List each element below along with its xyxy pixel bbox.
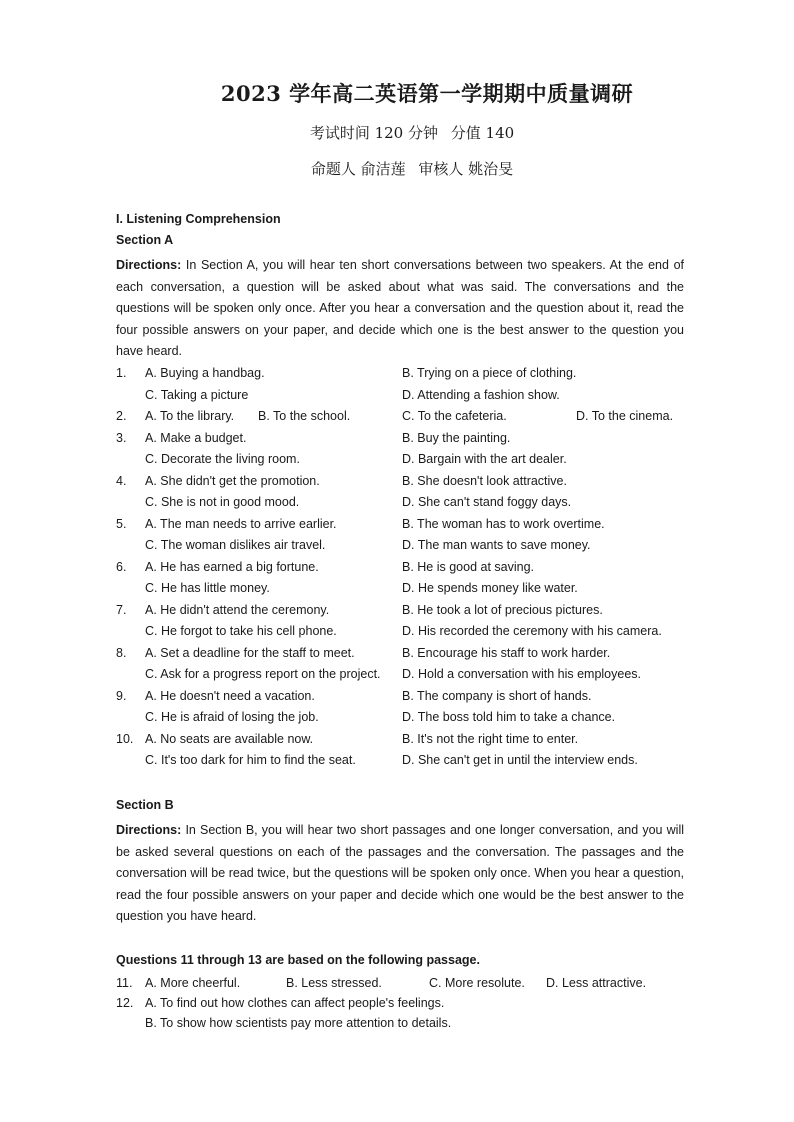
directions-label: Directions:: [116, 258, 182, 272]
exam-info: [0, 122, 794, 143]
option-b: B. She doesn't look attractive.: [402, 473, 567, 488]
option-a: A. He didn't attend the ceremony.: [145, 602, 330, 617]
question-number: 9.: [116, 688, 127, 703]
option-c: C. He forgot to take his cell phone.: [145, 624, 337, 638]
option-c: C. The woman dislikes air travel.: [145, 538, 326, 552]
option-d: D. Hold a conversation with his employees.: [402, 667, 642, 681]
question-number: 5.: [116, 516, 127, 531]
question-4: [116, 474, 686, 494]
question-1: [116, 366, 686, 386]
directions-text: In Section A, you will hear ten short conversations between two speakers. At the end of each conversation, a question will be asked about what was said. The conversations and the questions will be spoken only once. After you hear a conversation and the question about it, read the four possible answers on your paper, and decide which one is the best answer to the question you have heard.: [116, 258, 684, 358]
question-9-cont: [116, 710, 686, 730]
question-group-intro: Questions 11 through 13 are based on the following passage.: [116, 953, 480, 967]
option-a: A. Make a budget.: [145, 430, 247, 445]
question-6-cont: [116, 581, 686, 601]
option-d: D. Less attractive.: [546, 976, 647, 990]
section-a-heading: Section A: [116, 233, 174, 247]
option-c: C. Ask for a progress report on the project.: [145, 667, 381, 681]
part-heading: I. Listening Comprehension: [116, 212, 281, 226]
question-number: 1.: [116, 366, 127, 380]
option-d: D. He spends money like water.: [402, 581, 578, 595]
option-a: A. He has earned a big fortune.: [145, 559, 319, 574]
question-12: [116, 996, 686, 1016]
option-d: D. She can't get in until the interview ends.: [402, 753, 638, 767]
directions-text: In Section B, you will hear two short passages and one longer conversation, and you will be asked several questions on each of the passages and the conversation. The passages and the conversation will be read twice, but the questions will be spoken only once. When you hear a question, read the four possible answers on your paper and decide which one would be the best answer to the question you have heard.: [116, 823, 684, 923]
question-7-cont: [116, 624, 686, 644]
option-b: B. Less stressed.: [286, 976, 382, 990]
question-number: 12.: [116, 996, 134, 1010]
option-b: B. Trying on a piece of clothing.: [402, 366, 577, 380]
section-a-directions: [116, 255, 684, 363]
section-b-heading: Section B: [116, 798, 174, 812]
question-4-cont: [116, 495, 686, 515]
exam-reviewer: 审核人 姚治旻: [418, 160, 514, 178]
option-c: C. Decorate the living room.: [145, 452, 300, 466]
question-5-cont: [116, 538, 686, 558]
option-c: C. He is afraid of losing the job.: [145, 710, 319, 724]
question-10: [116, 732, 686, 752]
exam-authors: [0, 158, 794, 179]
question-9: [116, 689, 686, 709]
question-3: [116, 431, 686, 451]
question-7: [116, 603, 686, 623]
question-5: [116, 517, 686, 537]
option-d: D. The boss told him to take a chance.: [402, 710, 616, 724]
exam-score: 分值 140: [450, 124, 515, 142]
exam-setter: 命题人 俞洁莲: [310, 160, 406, 178]
question-number: 2.: [116, 409, 127, 423]
option-b: B. The company is short of hands.: [402, 688, 592, 703]
question-number: 6.: [116, 559, 127, 574]
question-number: 8.: [116, 645, 127, 660]
exam-title: 2023 学年高二英语第一学期期中质量调研: [220, 81, 634, 106]
option-a: A. To the library.: [145, 409, 235, 423]
question-11: [116, 976, 686, 996]
option-d: D. She can't stand foggy days.: [402, 495, 572, 509]
option-a: A. Buying a handbag.: [145, 366, 265, 380]
option-b: B. To show how scientists pay more attention to details.: [145, 1016, 452, 1030]
option-b: B. It's not the right time to enter.: [402, 731, 579, 746]
option-d: D. To the cinema.: [576, 409, 674, 423]
option-b: B. Buy the painting.: [402, 430, 511, 445]
option-a: A. The man needs to arrive earlier.: [145, 516, 337, 531]
option-c: C. More resolute.: [429, 976, 525, 990]
question-number: 7.: [116, 602, 127, 617]
option-a: A. To find out how clothes can affect people's feelings.: [145, 996, 445, 1010]
option-c: C. It's too dark for him to find the seat.: [145, 753, 356, 767]
question-8: [116, 646, 686, 666]
directions-label: Directions:: [116, 823, 182, 837]
question-number: 10.: [116, 731, 134, 746]
question-12-cont: [116, 1016, 686, 1036]
question-1-cont: [116, 388, 686, 408]
question-6: [116, 560, 686, 580]
option-a: A. He doesn't need a vacation.: [145, 688, 315, 703]
option-c: C. She is not in good mood.: [145, 495, 300, 509]
option-b: B. To the school.: [258, 409, 351, 423]
exam-time: 考试时间 120 分钟: [309, 124, 438, 142]
question-number: 11.: [116, 976, 133, 990]
option-d: D. Bargain with the art dealer.: [402, 452, 567, 466]
option-b: B. The woman has to work overtime.: [402, 516, 605, 531]
option-a: A. Set a deadline for the staff to meet.: [145, 645, 355, 660]
option-a: A. More cheerful.: [145, 976, 241, 990]
option-b: B. Encourage his staff to work harder.: [402, 645, 611, 660]
section-b-directions: [116, 820, 684, 928]
question-number: 4.: [116, 473, 127, 488]
option-d: D. Attending a fashion show.: [402, 387, 560, 402]
option-d: D. His recorded the ceremony with his camera.: [402, 624, 662, 638]
question-2: [116, 409, 686, 429]
question-10-cont: [116, 753, 686, 773]
option-a: A. She didn't get the promotion.: [145, 473, 320, 488]
question-8-cont: [116, 667, 686, 687]
question-3-cont: [116, 452, 686, 472]
option-a: A. No seats are available now.: [145, 731, 314, 746]
option-c: C. He has little money.: [145, 581, 270, 595]
option-c: C. To the cafeteria.: [402, 409, 507, 423]
option-c: C. Taking a picture: [145, 387, 249, 402]
option-b: B. He took a lot of precious pictures.: [402, 602, 603, 617]
option-d: D. The man wants to save money.: [402, 538, 591, 552]
option-b: B. He is good at saving.: [402, 559, 535, 574]
question-number: 3.: [116, 430, 127, 445]
